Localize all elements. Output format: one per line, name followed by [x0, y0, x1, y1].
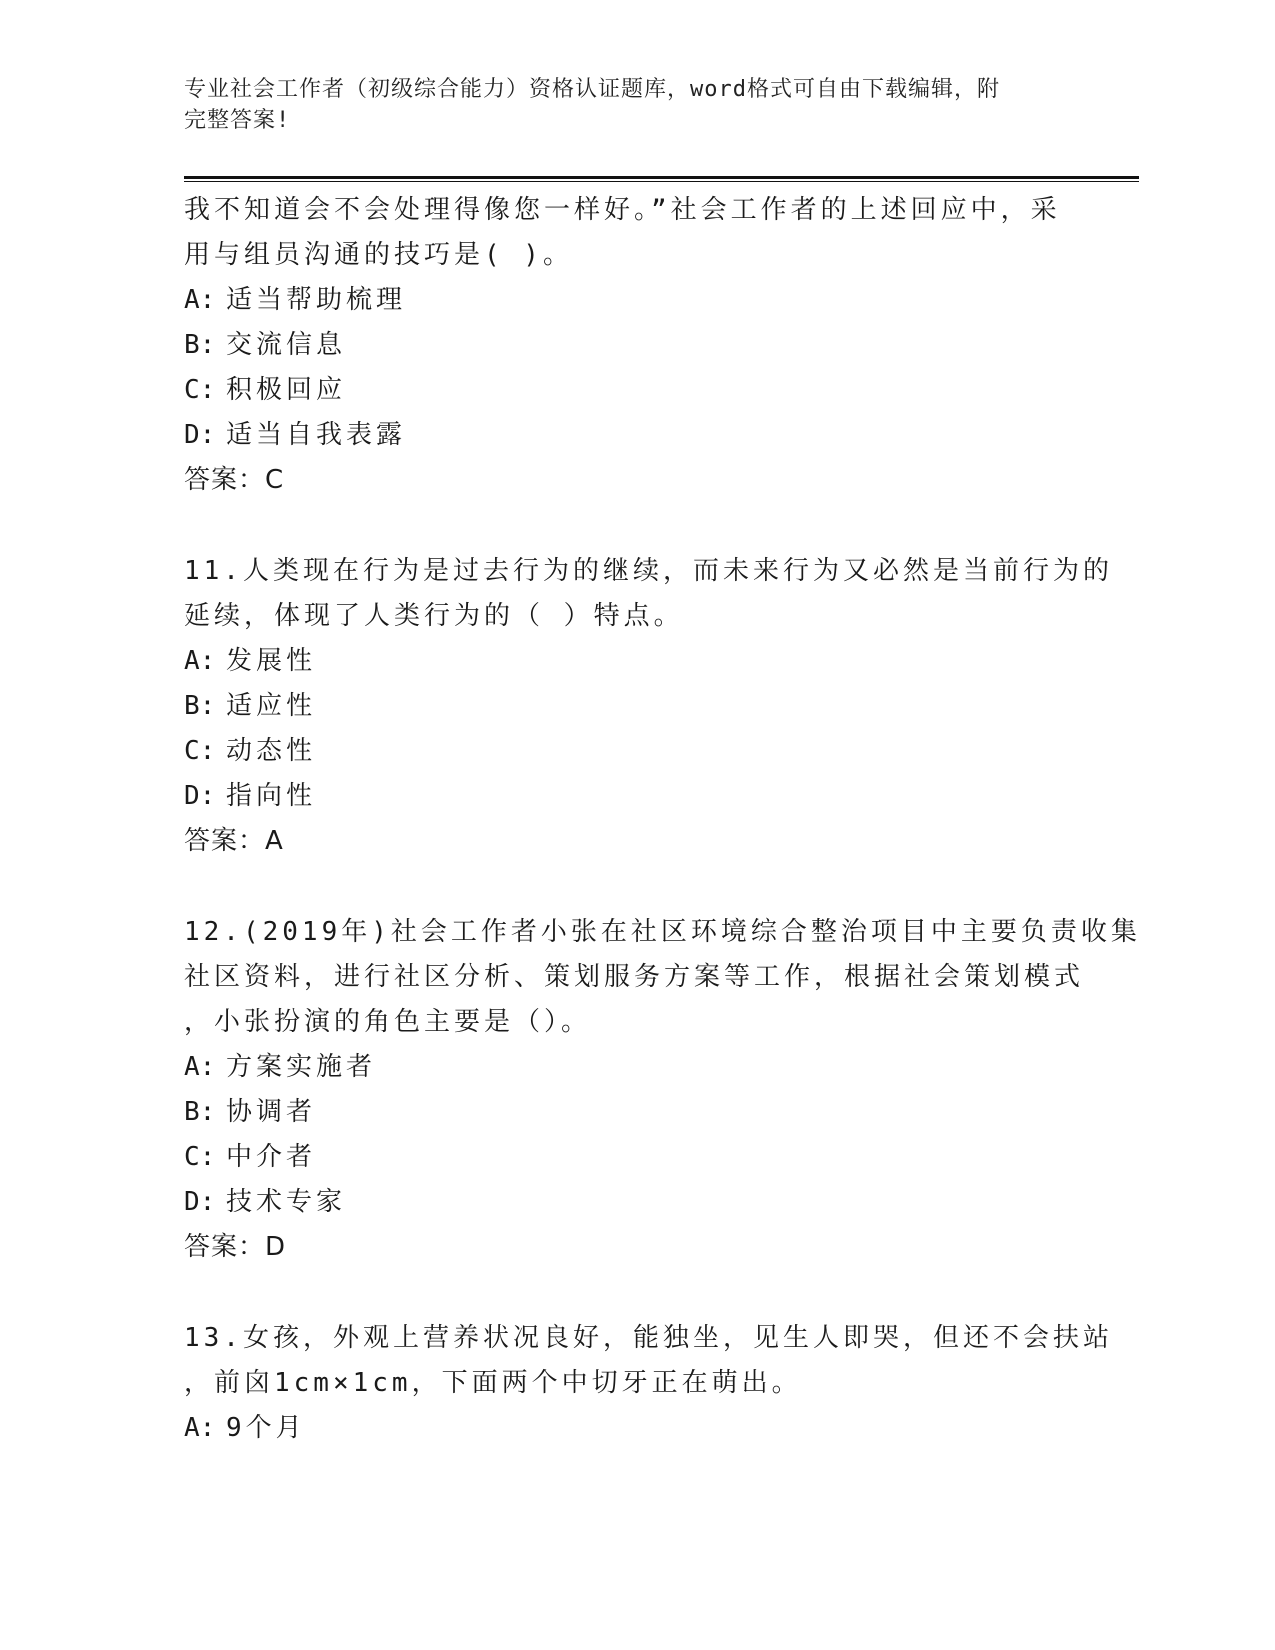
option-d: D: 指向性	[184, 781, 317, 811]
option-a: A: 方案实施者	[184, 1052, 377, 1082]
option-c: C: 中介者	[184, 1142, 317, 1172]
option-c: C: 动态性	[184, 736, 317, 766]
header-line-2: 完整答案!	[184, 108, 291, 133]
option-b: B: 交流信息	[184, 330, 347, 360]
option-b: B: 适应性	[184, 691, 317, 721]
question-text-line: 延续，体现了人类行为的（ ）特点。	[184, 601, 684, 631]
option-c: C: 积极回应	[184, 375, 347, 405]
page-header	[184, 74, 1064, 136]
question-13	[184, 1316, 1113, 1451]
header-divider-thick	[184, 176, 1139, 179]
option-d: D: 技术专家	[184, 1187, 347, 1217]
answer: 答案：D	[184, 1232, 287, 1262]
question-12	[184, 910, 1141, 1270]
option-a: A: 发展性	[184, 646, 317, 676]
question-text-line: 用与组员沟通的技巧是( )。	[184, 240, 573, 270]
question-text-line: 12.(2019年)社会工作者小张在社区环境综合整治项目中主要负责收集	[184, 917, 1141, 947]
option-b: B: 协调者	[184, 1097, 317, 1127]
question-content	[184, 188, 1141, 1451]
question-text-line: 社区资料，进行社区分析、策划服务方案等工作，根据社会策划模式	[184, 962, 1085, 992]
question-text-line: ，前囟1cm×1cm，下面两个中切牙正在萌出。	[184, 1368, 802, 1398]
header-line-1: 专业社会工作者（初级综合能力）资格认证题库，word格式可自由下载编辑，附	[184, 77, 1000, 102]
option-d: D: 适当自我表露	[184, 420, 407, 450]
question-text-line: 11.人类现在行为是过去行为的继续，而未来行为又必然是当前行为的	[184, 556, 1113, 586]
answer: 答案：A	[184, 826, 284, 856]
question-11	[184, 549, 1113, 864]
question-10	[184, 188, 1084, 503]
answer: 答案：C	[184, 465, 285, 495]
question-text-line: 我不知道会不会处理得像您一样好。”社会工作者的上述回应中，采	[184, 195, 1061, 225]
option-a: A: 适当帮助梳理	[184, 285, 407, 315]
question-text-line: 13.女孩，外观上营养状况良好，能独坐，见生人即哭，但还不会扶站	[184, 1323, 1113, 1353]
header-divider-thin	[184, 181, 1139, 182]
question-text-line: ，小张扮演的角色主要是（）。	[184, 1007, 592, 1037]
option-a: A: 9个月	[184, 1413, 306, 1443]
